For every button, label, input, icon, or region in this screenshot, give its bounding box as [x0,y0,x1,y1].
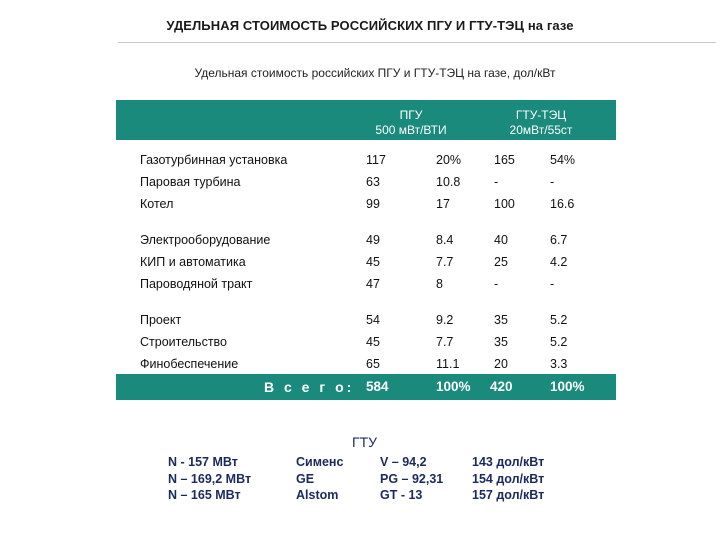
total-gtu-tec-share: 100% [550,379,585,394]
pgu-value: 45 [366,335,380,349]
pgu-share: 20% [436,153,462,167]
pgu-share: 17 [436,197,450,211]
table-row [116,275,616,295]
pgu-share: 7.7 [436,335,454,349]
pgu-value: 47 [366,277,380,291]
gtu-tec-value: 20 [494,357,508,371]
gtu-manufacturer: Сименс [296,455,344,469]
gtu-tec-value: - [494,277,499,291]
pgu-share: 8.4 [436,233,454,247]
header-col-pgu-spec: 500 мВт/ВТИ [375,123,447,137]
gtu-tec-share: 54% [550,153,576,167]
table-row [116,355,616,375]
row-label: Строительство [140,335,227,349]
gtu-tec-share: 3.3 [550,357,568,371]
gtu-power: N - 157 МВт [168,455,238,469]
gtu-model: PG – 92,31 [380,472,444,486]
gtu-tec-value: 40 [494,233,508,247]
gtu-unit-cost: 157 дол/кВт [472,488,545,502]
header-col-pgu [346,108,476,138]
table-row [116,231,616,251]
gtu-unit-cost: 154 дол/кВт [472,472,545,486]
gtu-tec-value: 35 [494,335,508,349]
gtu-power: N – 165 МВт [168,488,241,502]
total-pgu-share: 100% [436,379,471,394]
row-label: Пароводяной тракт [140,277,253,291]
gtu-tec-value: - [494,175,499,189]
row-label: Электрооборудование [140,233,271,247]
header-col-pgu-name: ПГУ [399,108,423,122]
pgu-value: 65 [366,357,380,371]
gtu-tec-value: 25 [494,255,508,269]
total-label: В с е г о: [264,379,355,395]
gtu-tec-share: - [550,175,555,189]
gtu-line [0,472,720,489]
gtu-power: N – 169,2 МВт [168,472,252,486]
pgu-value: 49 [366,233,380,247]
total-pgu-value: 584 [366,379,389,394]
total-row [116,374,616,400]
table-row [116,253,616,273]
gtu-tec-share: 4.2 [550,255,568,269]
gtu-manufacturer: Alstom [296,488,339,502]
header-col-gtu-tec [476,108,606,138]
table-header [116,100,616,140]
pgu-share: 11.1 [436,357,460,371]
table-row [116,333,616,353]
header-col-gtu-tec-spec: 20мВт/55ст [509,123,573,137]
pgu-share: 8 [436,277,443,291]
table-row [116,195,616,215]
gtu-line [0,455,720,472]
gtu-tec-share: 5.2 [550,313,568,327]
pgu-value: 45 [366,255,380,269]
gtu-model: GT - 13 [380,488,423,502]
row-label: КИП и автоматика [140,255,246,269]
header-col-gtu-tec-name: ГТУ-ТЭЦ [515,108,567,122]
pgu-value: 117 [366,153,386,167]
row-label: Котел [140,197,174,211]
pgu-value: 99 [366,197,380,211]
table-row [116,173,616,193]
row-label: Проект [140,313,182,327]
gtu-unit-cost: 143 дол/кВт [472,455,545,469]
row-label: Финобеспечение [140,357,239,371]
gtu-model: V – 94,2 [380,455,427,469]
gtu-line [0,488,720,505]
table-row [116,151,616,171]
gtu-tec-share: 6.7 [550,233,568,247]
slide-title: УДЕЛЬНАЯ СТОИМОСТЬ РОССИЙСКИХ ПГУ И ГТУ-ТЭЦ на газе [166,18,574,33]
table-subtitle: Удельная стоимость российских ПГУ и ГТУ-ТЭЦ на газе, дол/кВт [194,66,556,80]
title-divider [118,42,716,43]
row-label: Газотурбинная установка [140,153,288,167]
gtu-heading: ГТУ [352,434,378,450]
pgu-share: 7.7 [436,255,454,269]
gtu-tec-share: - [550,277,555,291]
gtu-tec-value: 35 [494,313,508,327]
pgu-value: 54 [366,313,380,327]
gtu-tec-value: 100 [494,197,515,211]
gtu-tec-share: 16.6 [550,197,575,211]
pgu-value: 63 [366,175,380,189]
pgu-share: 9.2 [436,313,454,327]
gtu-manufacturer: GE [296,472,315,486]
total-gtu-tec-value: 420 [490,379,513,394]
gtu-tec-value: 165 [494,153,515,167]
row-label: Паровая турбина [140,175,241,189]
table-row [116,311,616,331]
pgu-share: 10.8 [436,175,461,189]
gtu-tec-share: 5.2 [550,335,568,349]
